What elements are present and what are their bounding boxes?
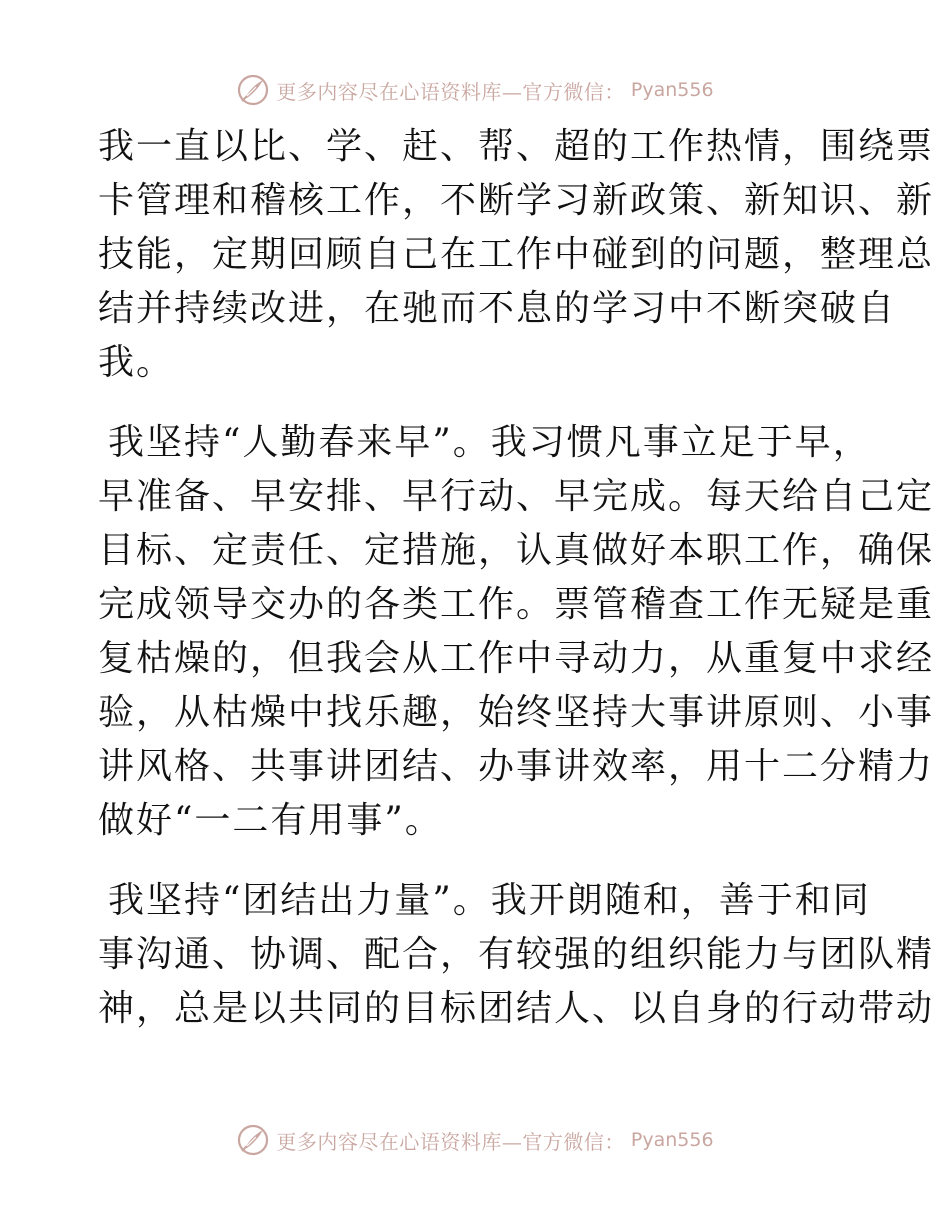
footer-banner — [0, 1120, 950, 1160]
document-body — [98, 120, 935, 1036]
text-line: 我坚持“团结出力量”。我开朗随和，善于和同 — [108, 880, 871, 921]
text-line: 我一直以比、学、赶、帮、超的工作热情，围绕票 — [98, 126, 935, 167]
text-line: 我坚持“人勤春来早”。我习惯凡事立足于早， — [108, 422, 871, 463]
paragraph-2 — [98, 416, 935, 848]
text-line: 完成领导交办的各类工作。票管稽查工作无疑是重 — [98, 584, 935, 625]
text-line: 我。 — [98, 342, 175, 383]
text-line: 复枯燥的，但我会从工作中寻动力，从重复中求经 — [98, 638, 935, 679]
text-line: 讲风格、共事讲团结、办事讲效率，用十二分精力 — [98, 746, 935, 787]
paragraph-3 — [98, 874, 935, 1036]
footer-banner-content — [236, 1123, 713, 1157]
text-line: 结并持续改进，在驰而不息的学习中不断突破自 — [98, 288, 897, 329]
header-wechat-id: Pyan556 — [630, 79, 714, 101]
feather-pen-logo-icon — [236, 1123, 270, 1157]
text-line: 事沟通、协调、配合，有较强的组织能力与团队精 — [98, 934, 935, 975]
feather-pen-logo-icon — [236, 73, 270, 107]
paragraph-gap — [98, 848, 858, 874]
paragraph-gap — [98, 390, 858, 416]
footer-wechat-id: Pyan556 — [630, 1129, 714, 1151]
text-line: 技能，定期回顾自己在工作中碰到的问题，整理总 — [98, 234, 935, 275]
text-line: 验，从枯燥中找乐趣，始终坚持大事讲原则、小事 — [98, 692, 935, 733]
footer-brand-text: 更多内容尽在心语资料库—官方微信： — [276, 1129, 625, 1154]
text-line: 神，总是以共同的目标团结人、以自身的行动带动 — [98, 988, 935, 1029]
paragraph-1 — [98, 120, 935, 390]
header-banner — [0, 70, 950, 110]
text-line: 卡管理和稽核工作，不断学习新政策、新知识、新 — [98, 180, 935, 221]
text-line: 早准备、早安排、早行动、早完成。每天给自己定 — [98, 476, 935, 517]
text-line: 做好“一二有用事”。 — [98, 800, 443, 841]
text-line: 目标、定责任、定措施，认真做好本职工作，确保 — [98, 530, 935, 571]
header-banner-content — [236, 73, 713, 107]
header-brand-text: 更多内容尽在心语资料库—官方微信： — [276, 79, 625, 104]
